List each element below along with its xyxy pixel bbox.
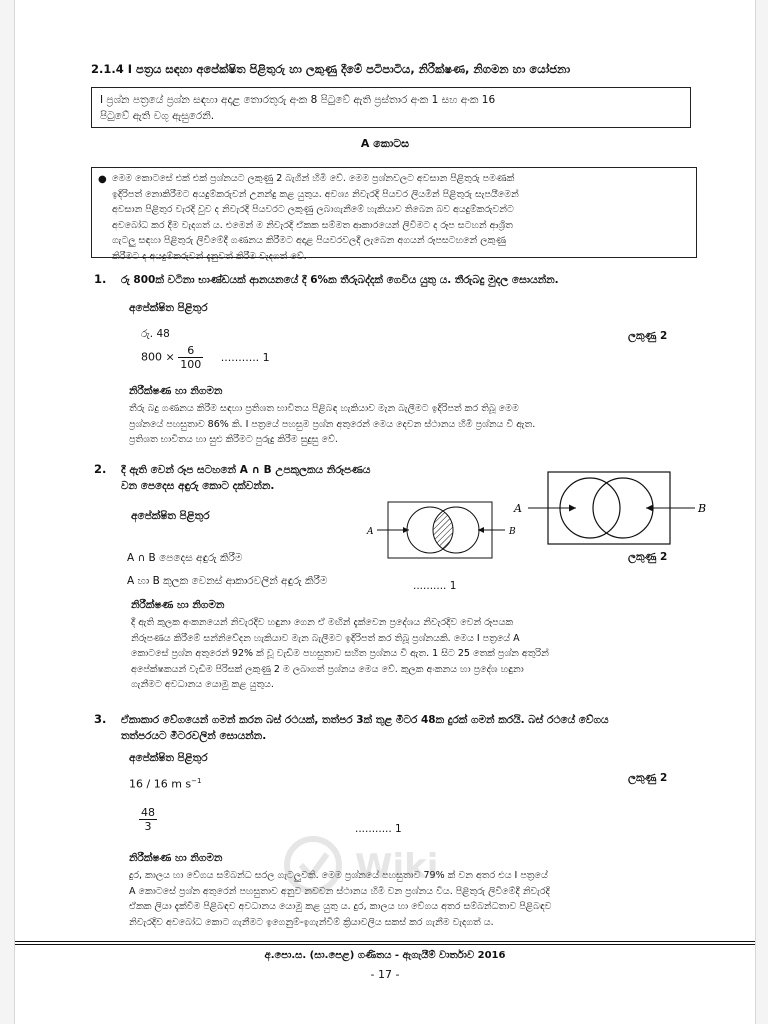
page-number: - 17 - — [370, 968, 400, 981]
bullet-icon: ● — [98, 174, 107, 185]
obs-line: කොටසේ ප්‍රශ්න අතුරෙන් 92% ක් වූ වැඩිම පහසුතාව සහිත ප්‍රශ්නය වී ඇත. 1 සිට 25 තෙක් ප්‍රශ්න අතුරින් — [131, 648, 549, 659]
q2-question — [121, 462, 370, 494]
obs-line: ගැනීමට අවධානය යොමු කළ යුතුය. — [131, 679, 274, 690]
intro-line-2: පිටුවේ ඇති වගු ඇසුරෙනි. — [100, 110, 215, 122]
q1-step-dots: ........... 1 — [220, 350, 270, 364]
q1-observations — [129, 401, 719, 448]
venn-big-label-b: B — [698, 502, 707, 515]
footer-rule-bottom — [15, 944, 755, 945]
q1-expected-heading: අපේක්ෂිත පිළිතුර — [129, 302, 208, 314]
q3-frac-den: 3 — [144, 820, 152, 833]
obs-line: අපේක්ෂකයන් වැඩිම පිරිසක් ලකුණු 2 ම ලබාගත් ප්‍රශ්නය මෙය වේ. කුලක අංකනය හා ප්‍රදේශ හඳුනා — [131, 663, 524, 675]
part-title: A කොටස — [360, 137, 410, 150]
q3-question-line-1: ඒකාකාර වේගයෙන් ගමන් කරන බස් රථයක්, තත්පර 3ක් තුළ මීටර 48ක දුරක් ගමන් කරයි. බස් රථයේ වේගය — [121, 714, 609, 726]
q1-number: 1. — [94, 272, 107, 286]
q1-marks: ලකුණු 2 — [628, 330, 668, 342]
venn-diagram-question — [510, 470, 710, 546]
watermark-text: Wiki — [355, 847, 439, 887]
q1-step-lhs: 800 × — [141, 350, 175, 364]
footer-title: අ.පො.ස. (සා.පෙළ) ගණිතය - ඇගැයීම් වාර්තාව 2016 — [264, 950, 506, 961]
obs-line: ප්‍රතිශත භාවිතය හා සුළු කිරීමට පුරුදු කිරීම සුදුසු වේ. — [129, 434, 338, 445]
q3-number: 3. — [94, 712, 107, 726]
obs-line: A කොටසේ ප්‍රශ්න අතුරෙන් පහසුතාව අනුව නවවන ස්ථානය හිමි වන ප්‍රශ්නය විය. පිළිතුරු ලිවීමේදී නිවැරදි — [129, 885, 550, 897]
obs-line: තීරු බදු ගණනය කිරීම සඳහා ප්‍රතිශත භාවිතය පිළිබඳ හැකියාව මැන බැලීමට ඉදිරිපත් කර තිබූ මෙම — [129, 403, 519, 414]
venn-big-label-a: A — [514, 502, 522, 515]
q1-answer: රු. 48 — [141, 328, 170, 340]
q3-marks: ලකුණු 2 — [628, 772, 668, 784]
q1-working-step — [141, 344, 270, 371]
q3-working-step — [139, 806, 157, 833]
watermark-logo — [271, 820, 511, 910]
q3-step-dots: ........... 1 — [355, 823, 402, 835]
obs-line: නිරූපණය කිරීමේ සන්නිවේදන හැකියාව මැන බැලීමට ඉදිරිපත් කර තිබූ ප්‍රශ්නයකි. මෙය I පත්‍රයේ A — [131, 632, 520, 644]
note-line: මෙම කොටසේ එක් එක් ප්‍රශ්නයට ලකුණු 2 බැගින් හිමි වේ. මෙම ප්‍රශ්නවලට අවසාන පිළිතුරු පමණක් — [112, 173, 515, 184]
q1-obs-heading: නිරීක්ෂණ හා නිගමන — [129, 385, 223, 397]
q3-frac-num: 48 — [141, 806, 155, 819]
q2-obs-heading: නිරීක්ෂණ හා නිගමන — [131, 599, 225, 611]
obs-line: නිවැරදිව අවබෝධ කොට ගැනීමට ඉගෙනුම්-ඉගැන්වීම් ක්‍රියාවලිය සකස් කර ගැනීම වැදගත් ය. — [129, 916, 494, 928]
q2-step-2: A හා B කුලක වෙනස් ආකාරවලින් අඳුරු කිරීම — [127, 575, 328, 587]
obs-line: දුර, කාලය හා වේගය සම්බන්ධ සරල ගැටලුවකි. මෙම ප්‍රශ්නයේ පහසුතාව 79% ක් වන අතර එය I පත්‍රයේ — [129, 870, 548, 881]
note-line: අවබෝධ කර දීම වැදගත් ය. එමෙන් ම නිවැරදි ඒකක සම්මත ආකාරයෙන් ලිවීමට ද රූප සටහන් ආශ්‍රිත — [112, 219, 513, 231]
q1-frac-den: 100 — [180, 358, 202, 371]
intro-line-1: I ප්‍රශ්න පත්‍රයේ ප්‍රශ්න සඳහා අදාළ තොරතුරු අංක 8 පිටුවේ ඇති ප්‍රස්තාර අංක 1 සහ අංක 16 — [100, 94, 496, 106]
q3-answer — [129, 773, 201, 793]
note-line: කිරීමට ද අයදුම්කරුවන් දැනුවත් කිරීම වැදගත් වේ. — [112, 250, 307, 262]
q3-fraction — [139, 806, 157, 833]
q3-answer-text: 16 / 16 m s — [129, 777, 192, 791]
obs-line: ඒකක ලියා දැක්වීම පිළිබඳව අවධානය යොමු කළ යුතු ය. දුර, කාලය හා වේගය අතර සම්බන්ධතාව පිළිබඳව — [129, 901, 552, 912]
q1-question: රු 800ක් වටිනා භාණ්ඩයක් ආනයනයේ දී 6%ක තීරුබද්දක් ගෙවිය යුතු ය. තීරුබදු මුදල සොයන්න. — [121, 274, 559, 286]
q3-answer-exponent: −1 — [191, 777, 202, 785]
section-heading: 2.1.4 I පත්‍රය සඳහා අපේක්ෂිත පිළිතුරු හා ලකුණු දීමේ පටිපාටිය, නිරීක්ෂණ, නිගමන හා යෝජනා — [91, 62, 571, 76]
q2-marks: ලකුණු 2 — [628, 551, 668, 563]
q3-obs-heading: නිරීක්ෂණ හා නිගමන — [129, 852, 223, 864]
q2-step-dots: .......... 1 — [413, 580, 457, 592]
venn-diagram-answer — [355, 500, 525, 560]
obs-line: දී ඇති කුලක අංකනයෙන් නිවැරදිව හඳුනා ගෙන ඒ මඟින් දැක්වෙන ප්‍රදේශය නිවැරදිව වෙන් රූපයක — [131, 617, 514, 628]
q2-observations — [131, 615, 721, 693]
note-line: ගැටලු සඳහා පිළිතුරු ලිවීමේදී ගණනය කිරීමට අදාළ පියවරවලදී ලැබෙන අගයන් රූපසටහනේ ලකුණු — [112, 235, 506, 246]
q2-step-1: A ∩ B පෙදෙස අඳුරු කිරීම — [127, 552, 243, 564]
venn-small-label-b: B — [509, 527, 516, 537]
note-line: අවසාන පිළිතුර වැරදි වුව ද නිවැරදි පියවරට ලකුණු ලබාගැනීමේ හැකියාව තිබෙන බව අයදුම්කරුවන්ට — [112, 204, 514, 215]
q2-question-line-2: වන පෙදෙස අඳුරු කොට දක්වන්න. — [121, 480, 275, 492]
note-line: ඉදිරිපත් නොකිරීමට අයදුම්කරුවන් උනන්දු කළ යුතුය. අවශ්‍ය නිවැරදි පියවර ලියමින් පිළිතුරු සැපයීමෙන් — [112, 188, 519, 200]
q2-question-line-1: දී ඇති වෙන් රූප සටහනේ A ∩ B උපකුලකය නිරූපණය — [121, 464, 371, 476]
q2-number: 2. — [94, 462, 107, 476]
footer-rule-top — [15, 941, 755, 942]
q1-fraction — [178, 344, 203, 371]
venn-small-label-a: A — [367, 527, 374, 537]
q3-expected-heading: අපේක්ෂිත පිළිතුර — [129, 752, 208, 764]
document-page — [14, 0, 756, 1024]
intro-box — [91, 87, 691, 128]
q1-frac-num: 6 — [178, 344, 203, 358]
q3-question-line-2: තත්පරයට මීටරවලින් සොයන්න. — [121, 730, 267, 742]
q2-expected-heading: අපේක්ෂිත පිළිතුර — [131, 510, 210, 522]
obs-line: ප්‍රශ්නයේ පහසුතාව 86% කි. I පත්‍රයේ පහසුම ප්‍රශ්න අතුරෙන් මෙය දෙවන ස්ථානය හිමි ප්‍රශ්නය වී ඇත. — [129, 418, 536, 430]
q3-question — [121, 712, 721, 744]
note-box — [91, 167, 697, 262]
